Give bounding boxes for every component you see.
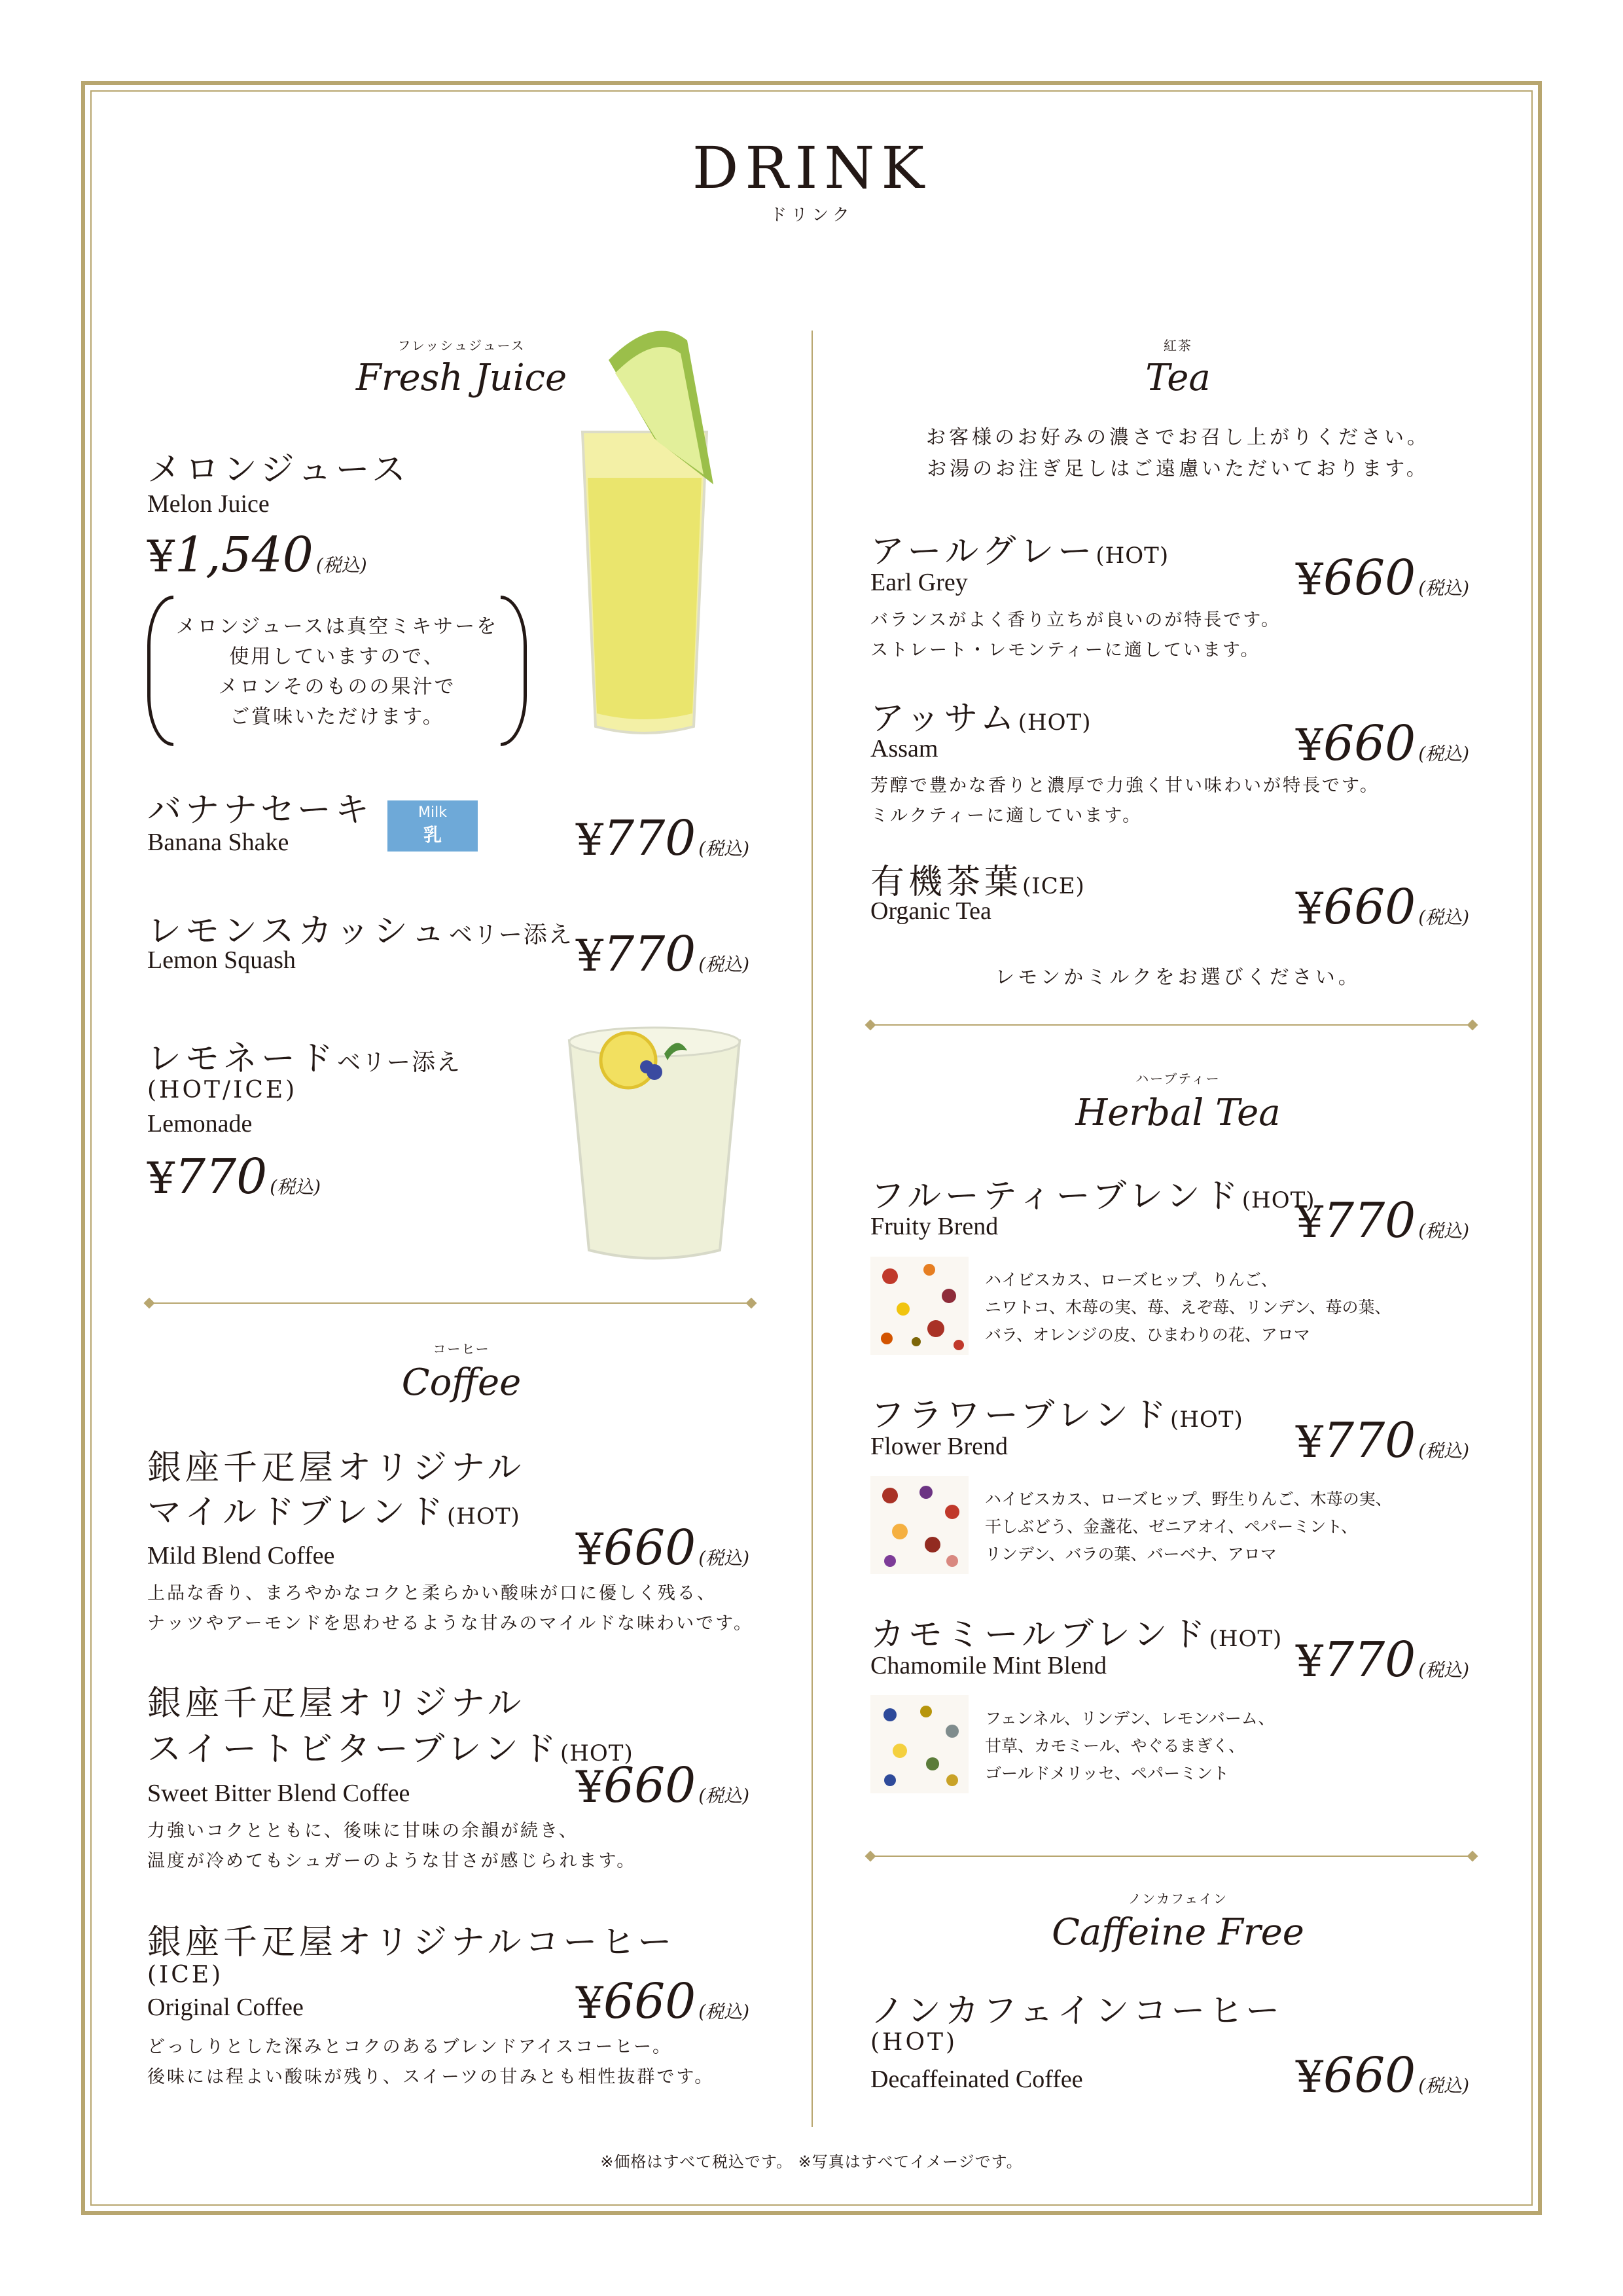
divider-herbal bbox=[870, 1024, 1472, 1026]
original-coffee-price: ¥660 (税込) bbox=[576, 1973, 750, 2030]
melon-juice-price: ¥1,540 (税込) bbox=[147, 527, 367, 583]
flower-blend-price: ¥770 (税込) bbox=[1296, 1412, 1470, 1469]
original-coffee-sub: (ICE) bbox=[147, 1962, 224, 1988]
original-coffee-name: 銀座千疋屋オリジナルコーヒー bbox=[147, 1923, 676, 1962]
assam-price: ¥660 (税込) bbox=[1296, 715, 1470, 772]
earl-grey-price: ¥660 (税込) bbox=[1296, 550, 1470, 606]
sweet-bitter-name-2: スイートビターブレンド(HOT) bbox=[147, 1730, 633, 1769]
fresh-juice-title: Fresh Juice bbox=[355, 357, 567, 399]
banana-shake-price: ¥770 (税込) bbox=[576, 810, 750, 867]
mild-blend-en: Mild Blend Coffee bbox=[147, 1542, 335, 1570]
divider-caffeine-free bbox=[870, 1856, 1472, 1857]
coffee-ruby: コーヒー bbox=[433, 1341, 490, 1357]
original-coffee-desc: どっしりとした深みとコクのあるブレンドアイスコーヒー。 後味には程よい酸味が残り、スイーツの甘みとも相性抜群です。 bbox=[147, 2037, 715, 2087]
footer-note: ※価格はすべて税込です。 ※写真はすべてイメージです。 bbox=[600, 2153, 1023, 2171]
sweet-bitter-price: ¥660 (税込) bbox=[576, 1757, 750, 1814]
column-divider bbox=[812, 331, 813, 2127]
fruity-blend-tea-photo bbox=[870, 1257, 969, 1355]
flower-blend-ingredients: ハイビスカス、ローズヒップ、野生りんご、木苺の実、 干しぶどう、金盞花、ゼニアオイ、ペパーミント、 リンデン、バラの葉、バーベナ、アロマ bbox=[985, 1490, 1392, 1564]
lemon-squash-en: Lemon Squash bbox=[147, 946, 296, 974]
banana-shake-name: バナナセーキ bbox=[147, 791, 373, 830]
original-coffee-en: Original Coffee bbox=[147, 1994, 304, 2021]
flower-blend-tea-photo bbox=[870, 1476, 969, 1574]
assam-en: Assam bbox=[870, 735, 938, 762]
tea-intro: お客様のお好みの濃さでお召し上がりください。 お湯のお注ぎ足しはご遠慮いただいております。 bbox=[926, 426, 1430, 480]
organic-tea-price: ¥660 (税込) bbox=[1296, 879, 1470, 935]
tea-ruby: 紅茶 bbox=[1164, 338, 1192, 353]
tea-lemon-milk-note: レモンかミルクをお選びください。 bbox=[995, 966, 1361, 989]
chamomile-blend-ingredients: フェンネル、リンデン、レモンバーム、 甘草、カモミール、やぐるまぎく、 ゴールドメリッセ、ペパーミント bbox=[985, 1709, 1275, 1783]
melon-juice-name: メロンジュース bbox=[147, 450, 410, 490]
chamomile-blend-price: ¥770 (税込) bbox=[1296, 1632, 1470, 1688]
earl-grey-desc: バランスがよく香り立ちが良いのが特長です。 ストレート・レモンティーに適しています。 bbox=[870, 610, 1281, 660]
decaf-coffee-en: Decaffeinated Coffee bbox=[870, 2066, 1083, 2093]
fruity-blend-ingredients: ハイビスカス、ローズヒップ、りんご、 ニワトコ、木苺の実、苺、えぞ苺、リンデン、苺の葉、 バラ、オレンジの皮、ひまわりの花、アロマ bbox=[985, 1270, 1391, 1344]
assam-name: アッサム(HOT) bbox=[870, 699, 1092, 738]
sweet-bitter-name-1: 銀座千疋屋オリジナル bbox=[147, 1684, 526, 1723]
herbal-title: Herbal Tea bbox=[1075, 1092, 1281, 1134]
decaf-coffee-sub: (HOT) bbox=[870, 2029, 958, 2056]
caffeine-free-title: Caffeine Free bbox=[1052, 1911, 1304, 1954]
lemonade-photo bbox=[563, 1021, 746, 1270]
lemonade-price: ¥770 (税込) bbox=[147, 1149, 321, 1205]
sweet-bitter-desc: 力強いコクとともに、後味に甘味の余韻が続き、 温度が冷めてもシュガーのような甘さが感じられます。 bbox=[147, 1821, 637, 1871]
divider-coffee bbox=[149, 1302, 751, 1304]
milk-allergen-badge: Milk 乳 bbox=[387, 800, 478, 852]
lemonade-sub: (HOT/ICE) bbox=[147, 1077, 298, 1103]
decaf-coffee-name: ノンカフェインコーヒー bbox=[870, 1992, 1284, 2031]
lemonade-en: Lemonade bbox=[147, 1110, 253, 1138]
caffeine-free-ruby: ノンカフェイン bbox=[1128, 1891, 1228, 1907]
earl-grey-name: アールグレー(HOT) bbox=[870, 532, 1169, 571]
banana-shake-en: Banana Shake bbox=[147, 829, 289, 856]
fruity-blend-en: Fruity Brend bbox=[870, 1213, 999, 1240]
mild-blend-name-1: 銀座千疋屋オリジナル bbox=[147, 1448, 526, 1488]
chamomile-blend-tea-photo bbox=[870, 1695, 969, 1793]
earl-grey-en: Earl Grey bbox=[870, 569, 968, 596]
mild-blend-name-2: マイルドブレンド(HOT) bbox=[147, 1493, 520, 1532]
mild-blend-desc: 上品な香り、まろやかなコクと柔らかい酸味が口に優しく残る、 ナッツやアーモンドを思わせるような甘みのマイルドな味わいです。 bbox=[147, 1583, 753, 1634]
lemon-squash-name: レモンスカッシュベリー添え bbox=[147, 912, 573, 951]
page-title-ruby: ドリンク bbox=[770, 206, 853, 225]
coffee-title: Coffee bbox=[401, 1361, 522, 1404]
melon-juice-photo bbox=[576, 321, 733, 740]
tea-title: Tea bbox=[1145, 357, 1211, 399]
organic-tea-name: 有機茶葉(ICE) bbox=[870, 863, 1085, 902]
page-title: DRINK bbox=[692, 134, 931, 202]
fruity-blend-price: ¥770 (税込) bbox=[1296, 1193, 1470, 1249]
decaf-coffee-price: ¥660 (税込) bbox=[1296, 2047, 1470, 2104]
melon-juice-note: メロンジュースは真空ミキサーを 使用していますので、 メロンそのものの果汁で ご賞味いただけます。 bbox=[147, 596, 527, 746]
flower-blend-en: Flower Brend bbox=[870, 1433, 1008, 1460]
organic-tea-en: Organic Tea bbox=[870, 897, 991, 925]
lemonade-name: レモネードベリー添え bbox=[147, 1039, 462, 1079]
mild-blend-price: ¥660 (税込) bbox=[576, 1520, 750, 1576]
fresh-juice-ruby: フレッシュジュース bbox=[397, 338, 526, 353]
chamomile-blend-name: カモミールブレンド(HOT) bbox=[870, 1615, 1283, 1655]
assam-desc: 芳醇で豊かな香りと濃厚で力強く甘い味わいが特長です。 ミルクティーに適しています。 bbox=[870, 776, 1380, 826]
chamomile-blend-en: Chamomile Mint Blend bbox=[870, 1652, 1107, 1679]
lemon-squash-price: ¥770 (税込) bbox=[576, 926, 750, 982]
sweet-bitter-en: Sweet Bitter Blend Coffee bbox=[147, 1780, 410, 1807]
flower-blend-name: フラワーブレンド(HOT) bbox=[870, 1396, 1243, 1435]
fruity-blend-name: フルーティーブレンド(HOT) bbox=[870, 1177, 1315, 1216]
melon-juice-en: Melon Juice bbox=[147, 490, 270, 518]
herbal-ruby: ハーブティー bbox=[1135, 1071, 1221, 1086]
